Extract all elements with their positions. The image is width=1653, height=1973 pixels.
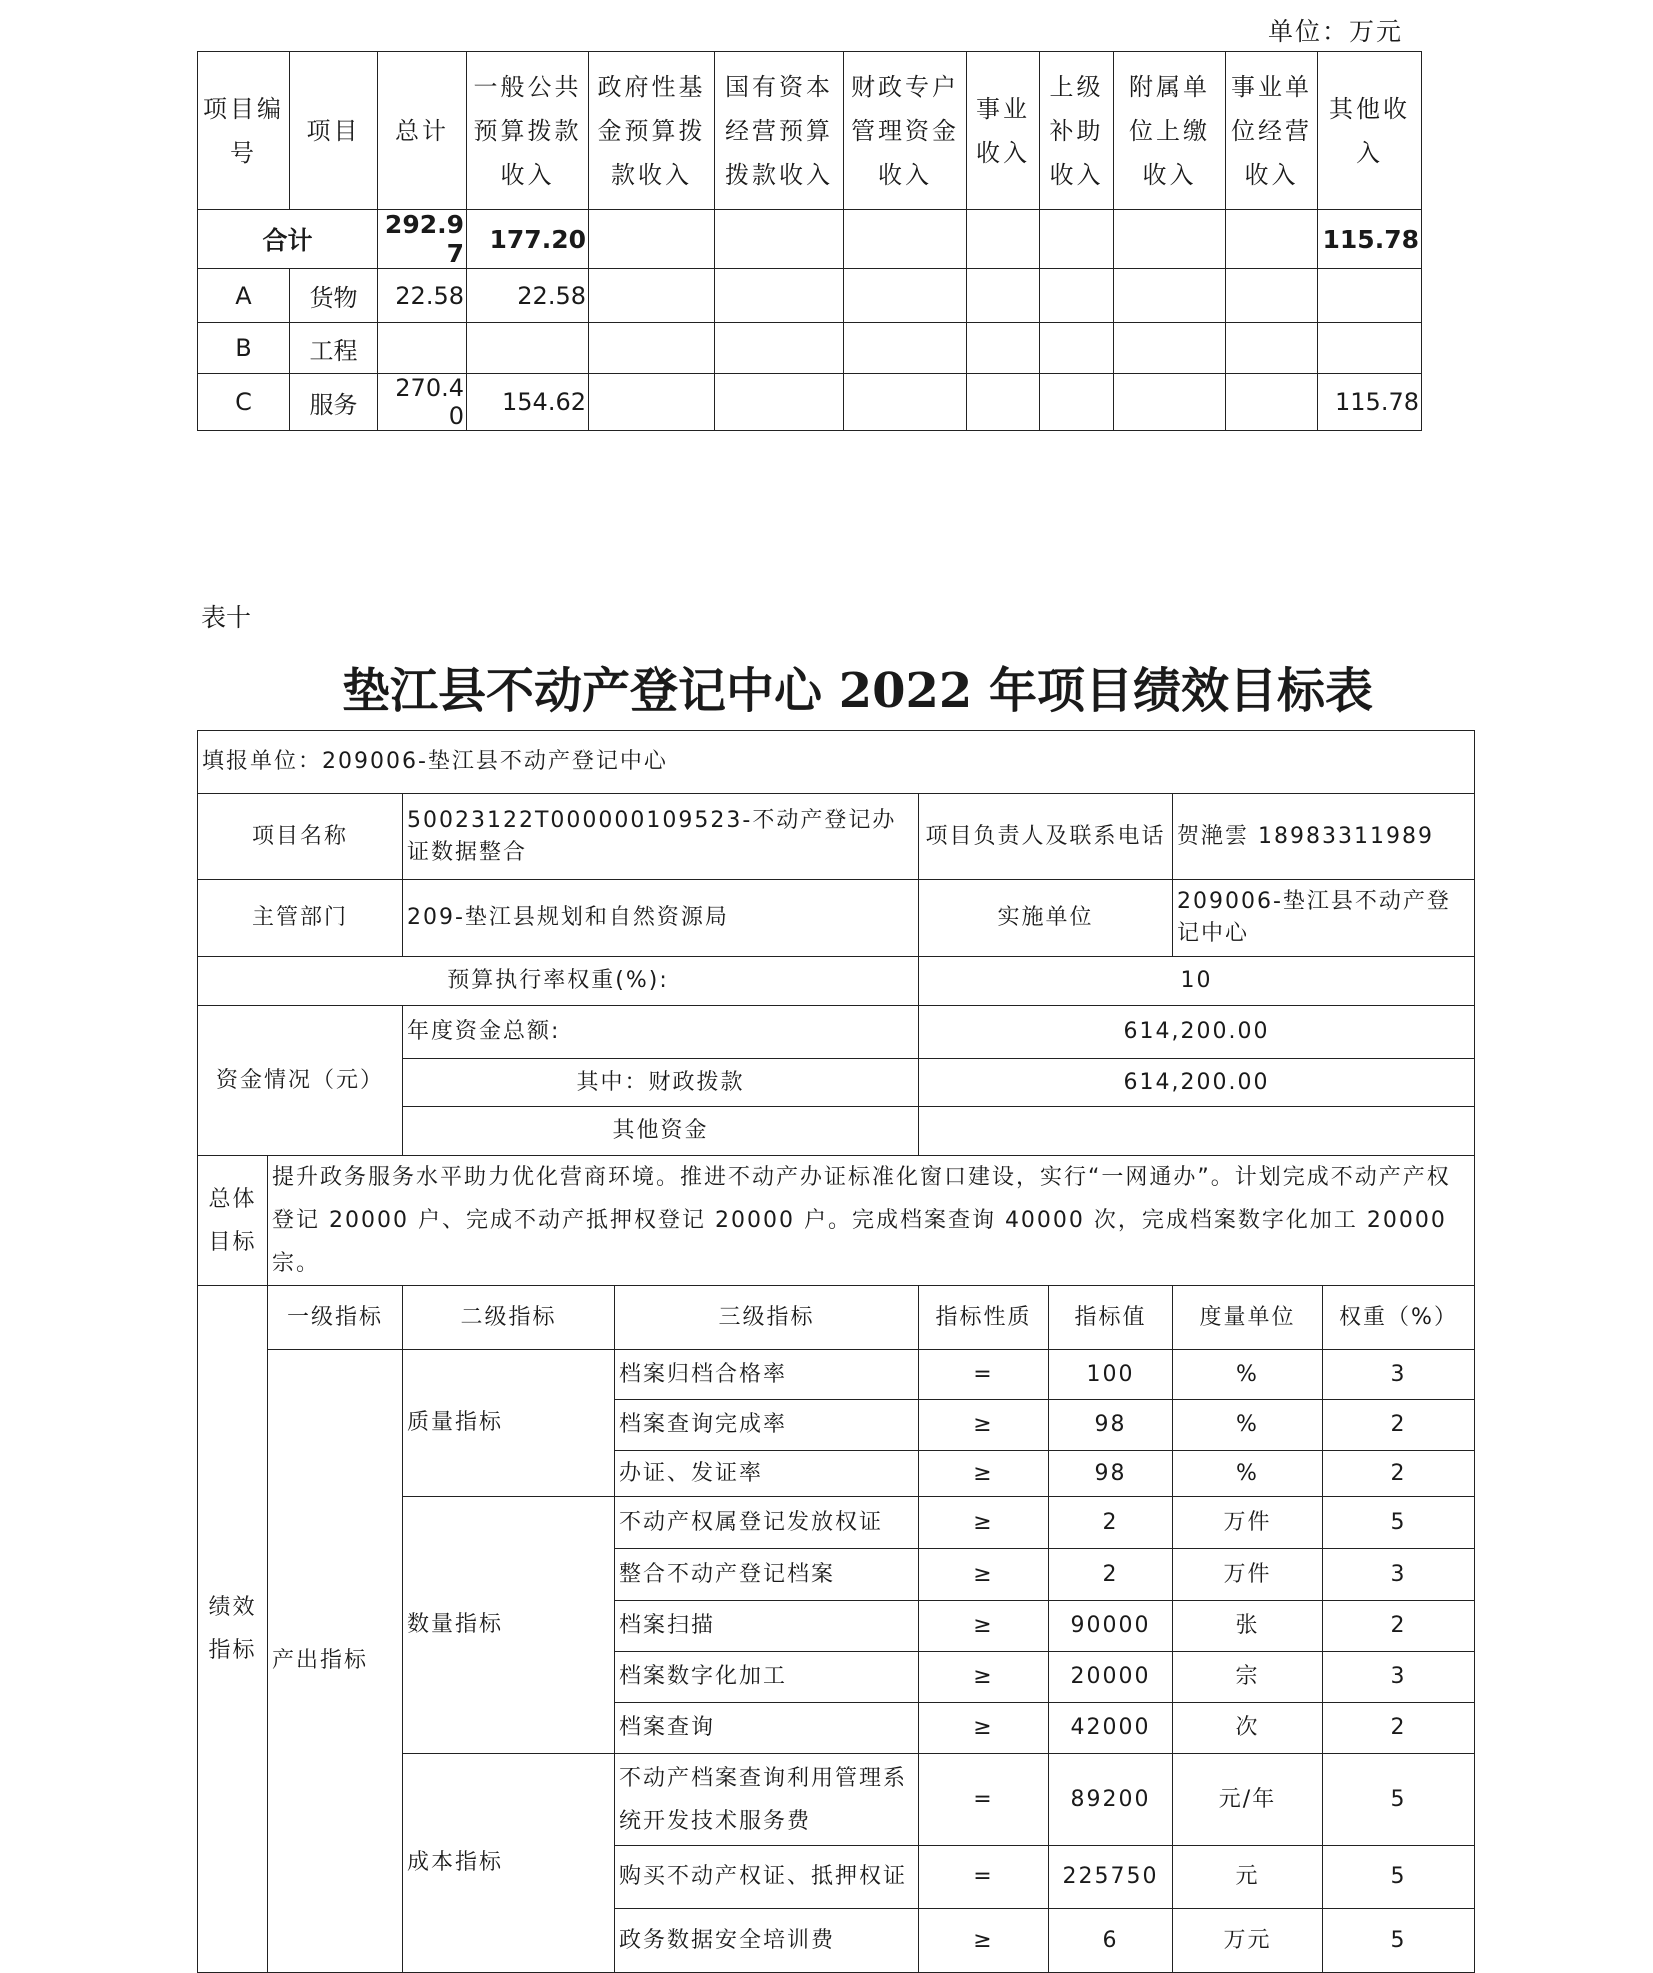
filler-unit: 填报单位：209006-垫江县不动产登记中心 bbox=[198, 731, 1475, 794]
header-cell: 事业收入 bbox=[967, 52, 1040, 210]
row-name: 货物 bbox=[290, 269, 378, 323]
performance-table bbox=[197, 730, 1475, 1973]
indicator-weight: 5 bbox=[1323, 1909, 1475, 1973]
indicator-unit: 元/年 bbox=[1173, 1754, 1323, 1846]
indicator-weight: 5 bbox=[1323, 1754, 1475, 1846]
row-general-budget: 22.58 bbox=[467, 269, 589, 323]
income-header-row bbox=[198, 52, 1422, 210]
indicator-name: 档案归档合格率 bbox=[615, 1350, 919, 1400]
indicator-value: 100 bbox=[1049, 1350, 1173, 1400]
indicator-name: 档案扫描 bbox=[615, 1601, 919, 1652]
fund-label: 资金情况（元） bbox=[198, 1006, 403, 1156]
indicator-weight: 2 bbox=[1323, 1601, 1475, 1652]
cost-label: 成本指标 bbox=[403, 1754, 615, 1973]
header-cell: 一般公共预算拨款收入 bbox=[467, 52, 589, 210]
total-sum: 292.97 bbox=[378, 210, 467, 269]
annual-label: 年度资金总额: bbox=[403, 1006, 919, 1059]
level1-output: 产出指标 bbox=[268, 1350, 403, 1973]
indicator-name: 档案查询完成率 bbox=[615, 1400, 919, 1451]
indicator-label: 绩效指标 bbox=[198, 1286, 268, 1973]
impl-value: 209006-垫江县不动产登记中心 bbox=[1173, 880, 1475, 957]
indicator-unit: 次 bbox=[1173, 1703, 1323, 1754]
row-code: B bbox=[198, 323, 290, 374]
indicator-op: ≥ bbox=[919, 1451, 1049, 1497]
project-name: 50023122T000000109523-不动产登记办证数据整合 bbox=[403, 794, 919, 880]
header-cell: 总计 bbox=[378, 52, 467, 210]
indicator-name: 整合不动产登记档案 bbox=[615, 1549, 919, 1601]
header-cell: 度量单位 bbox=[1173, 1286, 1323, 1350]
indicator-name: 不动产档案查询利用管理系统开发技术服务费 bbox=[615, 1754, 919, 1846]
indicator-unit: 宗 bbox=[1173, 1652, 1323, 1703]
table-number: 表十 bbox=[201, 603, 252, 632]
fund-row bbox=[198, 1006, 1475, 1059]
indicator-weight: 3 bbox=[1323, 1549, 1475, 1601]
dept-value: 209-垫江县规划和自然资源局 bbox=[403, 880, 919, 957]
indicator-unit: 万件 bbox=[1173, 1497, 1323, 1549]
indicator-name: 档案数字化加工 bbox=[615, 1652, 919, 1703]
indicator-name: 政务数据安全培训费 bbox=[615, 1909, 919, 1973]
indicator-op: = bbox=[919, 1846, 1049, 1909]
fiscal-value: 614,200.00 bbox=[919, 1059, 1475, 1107]
row-other bbox=[1318, 323, 1422, 374]
weight-row bbox=[198, 957, 1475, 1006]
indicator-value: 90000 bbox=[1049, 1601, 1173, 1652]
row-total bbox=[378, 323, 467, 374]
indicator-value: 42000 bbox=[1049, 1703, 1173, 1754]
indicator-op: ≥ bbox=[919, 1652, 1049, 1703]
table-row bbox=[198, 269, 1422, 323]
header-cell: 上级补助收入 bbox=[1040, 52, 1114, 210]
filler-row bbox=[198, 731, 1475, 794]
goal-label: 总体目标 bbox=[198, 1156, 268, 1286]
dept-row bbox=[198, 880, 1475, 957]
indicator-name: 购买不动产权证、抵押权证 bbox=[615, 1846, 919, 1909]
indicator-op: ≥ bbox=[919, 1601, 1049, 1652]
goal-row bbox=[198, 1156, 1475, 1286]
table-row bbox=[198, 323, 1422, 374]
dept-label: 主管部门 bbox=[198, 880, 403, 957]
indicator-op: ≥ bbox=[919, 1497, 1049, 1549]
header-cell: 三级指标 bbox=[615, 1286, 919, 1350]
indicator-weight: 3 bbox=[1323, 1350, 1475, 1400]
annual-value: 614,200.00 bbox=[919, 1006, 1475, 1059]
indicator-unit: 万元 bbox=[1173, 1909, 1323, 1973]
total-other: 115.78 bbox=[1318, 210, 1422, 269]
unit-label: 单位：万元 bbox=[1268, 17, 1404, 46]
row-general-budget: 154.62 bbox=[467, 374, 589, 431]
row-total: 270.40 bbox=[378, 374, 467, 431]
row-code: A bbox=[198, 269, 290, 323]
indicator-unit: % bbox=[1173, 1451, 1323, 1497]
indicator-value: 2 bbox=[1049, 1497, 1173, 1549]
row-name: 工程 bbox=[290, 323, 378, 374]
header-cell: 国有资本经营预算拨款收入 bbox=[715, 52, 844, 210]
indicator-op: ≥ bbox=[919, 1909, 1049, 1973]
row-general-budget bbox=[467, 323, 589, 374]
table-row bbox=[198, 1350, 1475, 1400]
header-cell: 项目编号 bbox=[198, 52, 290, 210]
row-total: 22.58 bbox=[378, 269, 467, 323]
indicator-value: 225750 bbox=[1049, 1846, 1173, 1909]
weight-value: 10 bbox=[919, 957, 1475, 1006]
owner-label: 项目负责人及联系电话 bbox=[919, 794, 1173, 880]
other-value bbox=[919, 1107, 1475, 1156]
indicator-weight: 2 bbox=[1323, 1400, 1475, 1451]
weight-label: 预算执行率权重(%): bbox=[198, 957, 919, 1006]
indicator-name: 档案查询 bbox=[615, 1703, 919, 1754]
other-label: 其他资金 bbox=[403, 1107, 919, 1156]
indicator-value: 20000 bbox=[1049, 1652, 1173, 1703]
header-cell: 事业单位经营收入 bbox=[1226, 52, 1318, 210]
row-other: 115.78 bbox=[1318, 374, 1422, 431]
indicator-op: ≥ bbox=[919, 1703, 1049, 1754]
indicator-value: 6 bbox=[1049, 1909, 1173, 1973]
total-row bbox=[198, 210, 1422, 269]
header-cell: 二级指标 bbox=[403, 1286, 615, 1350]
income-table bbox=[197, 51, 1422, 431]
header-cell: 附属单位上缴收入 bbox=[1114, 52, 1226, 210]
indicator-op: = bbox=[919, 1754, 1049, 1846]
indicator-name: 不动产权属登记发放权证 bbox=[615, 1497, 919, 1549]
fiscal-label: 其中：财政拨款 bbox=[403, 1059, 919, 1107]
indicator-op: ≥ bbox=[919, 1549, 1049, 1601]
indicator-value: 98 bbox=[1049, 1400, 1173, 1451]
quality-label: 质量指标 bbox=[403, 1350, 615, 1497]
header-cell: 项目 bbox=[290, 52, 378, 210]
row-other bbox=[1318, 269, 1422, 323]
indicator-weight: 2 bbox=[1323, 1451, 1475, 1497]
project-row bbox=[198, 794, 1475, 880]
indicator-weight: 2 bbox=[1323, 1703, 1475, 1754]
page-title: 垫江县不动产登记中心 2022 年项目绩效目标表 bbox=[341, 663, 1374, 719]
indicator-value: 89200 bbox=[1049, 1754, 1173, 1846]
quantity-label: 数量指标 bbox=[403, 1497, 615, 1754]
header-cell: 一级指标 bbox=[268, 1286, 403, 1350]
indicator-value: 2 bbox=[1049, 1549, 1173, 1601]
header-cell: 权重（%） bbox=[1323, 1286, 1475, 1350]
row-name: 服务 bbox=[290, 374, 378, 431]
indicator-unit: 张 bbox=[1173, 1601, 1323, 1652]
header-cell: 其他收入 bbox=[1318, 52, 1422, 210]
indicator-unit: 元 bbox=[1173, 1846, 1323, 1909]
project-name-label: 项目名称 bbox=[198, 794, 403, 880]
table-row bbox=[198, 374, 1422, 431]
indicator-value: 98 bbox=[1049, 1451, 1173, 1497]
indicator-unit: % bbox=[1173, 1350, 1323, 1400]
indicator-unit: 万件 bbox=[1173, 1549, 1323, 1601]
indicator-weight: 5 bbox=[1323, 1846, 1475, 1909]
indicator-weight: 3 bbox=[1323, 1652, 1475, 1703]
header-cell: 指标值 bbox=[1049, 1286, 1173, 1350]
impl-label: 实施单位 bbox=[919, 880, 1173, 957]
indicator-op: = bbox=[919, 1350, 1049, 1400]
row-code: C bbox=[198, 374, 290, 431]
goal-text: 提升政务服务水平助力优化营商环境。推进不动产办证标准化窗口建设，实行“一网通办”。计划完成不动产产权登记 20000 户、完成不动产抵押权登记 20000 户。完成档案查询 40000 次，完成档案数字化加工 20000 宗。 bbox=[268, 1156, 1475, 1286]
total-general-budget: 177.20 bbox=[467, 210, 589, 269]
header-cell: 财政专户管理资金收入 bbox=[844, 52, 967, 210]
header-cell: 指标性质 bbox=[919, 1286, 1049, 1350]
indicator-unit: % bbox=[1173, 1400, 1323, 1451]
indicator-weight: 5 bbox=[1323, 1497, 1475, 1549]
indicator-op: ≥ bbox=[919, 1400, 1049, 1451]
header-cell: 政府性基金预算拨款收入 bbox=[589, 52, 715, 210]
indicator-name: 办证、发证率 bbox=[615, 1451, 919, 1497]
owner-contact: 贺滟雲 18983311989 bbox=[1173, 794, 1475, 880]
indicator-header-row bbox=[198, 1286, 1475, 1350]
total-label: 合计 bbox=[198, 210, 378, 269]
